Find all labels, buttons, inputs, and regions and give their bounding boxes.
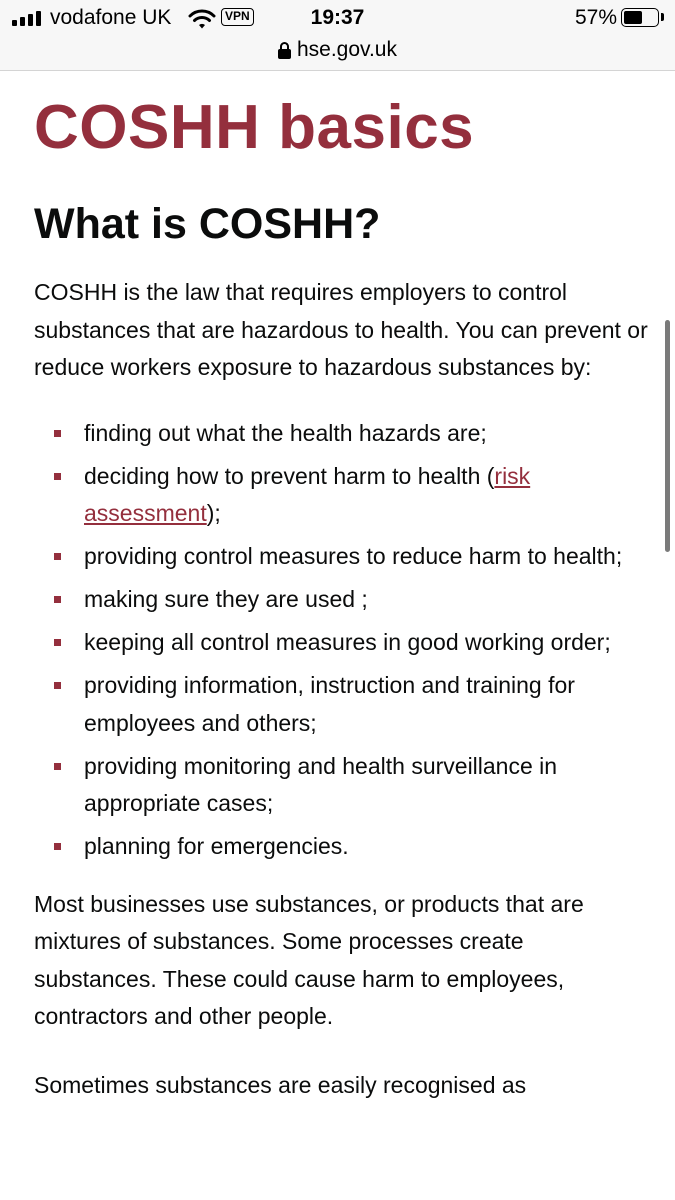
browser-chrome bbox=[0, 0, 675, 71]
bullet-marker bbox=[54, 843, 61, 850]
bullet-marker bbox=[54, 763, 61, 770]
bullet-marker bbox=[54, 430, 61, 437]
bullet-marker bbox=[54, 473, 61, 480]
bullet-marker bbox=[54, 553, 61, 560]
section-heading: What is COSHH? bbox=[34, 200, 381, 248]
status-time: 19:37 bbox=[310, 6, 365, 29]
vpn-badge: VPN bbox=[221, 8, 254, 26]
page-content bbox=[34, 86, 649, 1104]
duties-list bbox=[34, 415, 649, 866]
bullet-marker bbox=[54, 682, 61, 689]
battery-percent: 57% bbox=[574, 6, 617, 29]
page-title: COSHH basics bbox=[34, 93, 475, 162]
lock-icon bbox=[278, 42, 291, 59]
body-paragraph: Most businesses use substances, or products that are mixtures of substances. Some processes create substances. These could cause harm to employees, contractors and other people. bbox=[34, 890, 584, 1029]
battery-icon bbox=[621, 8, 659, 27]
body-paragraph-partial: Sometimes substances are easily recognised as bbox=[34, 1071, 527, 1098]
list-item: keeping all control measures in good working order; bbox=[34, 624, 649, 662]
bullet-marker bbox=[54, 596, 61, 603]
url-domain[interactable]: hse.gov.uk bbox=[296, 38, 397, 61]
list-item: making sure they are used ; bbox=[34, 581, 649, 619]
status-bar bbox=[0, 0, 675, 36]
scrollbar[interactable] bbox=[665, 320, 670, 552]
list-item: providing information, instruction and training for employees and others; bbox=[34, 667, 649, 742]
list-item: providing control measures to reduce harm to health; bbox=[34, 538, 649, 576]
list-item: providing monitoring and health surveillance in appropriate cases; bbox=[34, 748, 649, 823]
list-item: deciding how to prevent harm to health (risk assessment); bbox=[34, 458, 649, 533]
risk-assessment-link[interactable]: risk assessment bbox=[84, 462, 531, 526]
bullet-marker bbox=[54, 639, 61, 646]
battery-tip bbox=[661, 13, 664, 21]
carrier-name: vodafone UK bbox=[50, 6, 172, 29]
list-item: finding out what the health hazards are; bbox=[34, 415, 649, 453]
address-bar[interactable] bbox=[0, 36, 675, 64]
battery-fill bbox=[624, 11, 642, 24]
list-item: planning for emergencies. bbox=[34, 828, 649, 866]
intro-paragraph: COSHH is the law that requires employers to control substances that are hazardous to health. You can prevent or reduce workers exposure to hazardous substances by: bbox=[34, 279, 648, 380]
